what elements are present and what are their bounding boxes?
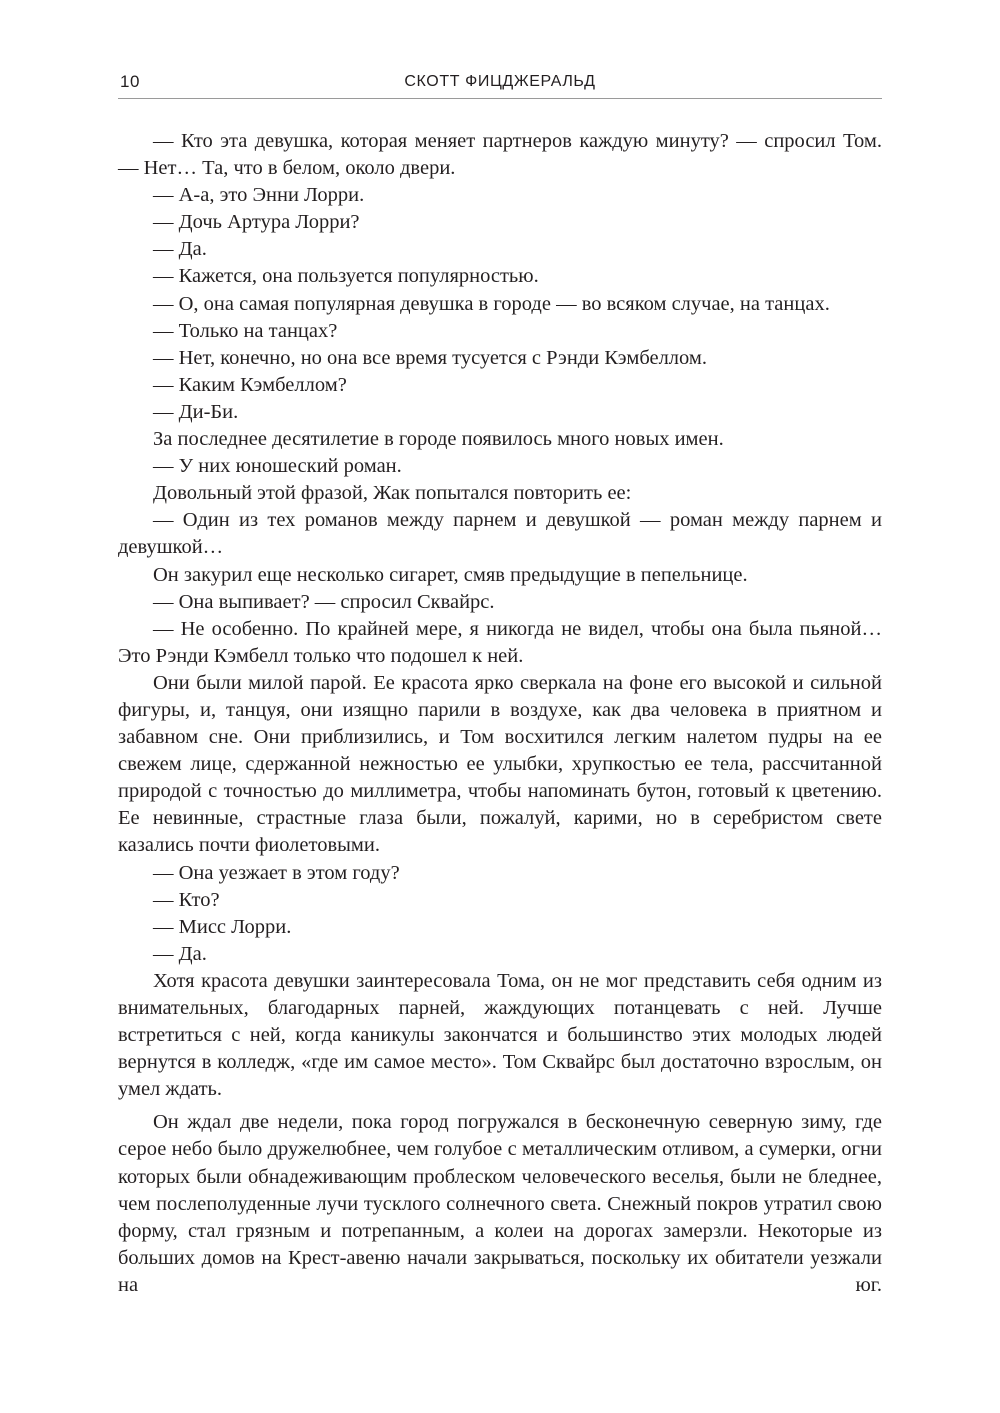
paragraph: Довольный этой фразой, Жак попытался повторить ее: [153,482,632,505]
paragraph: — Мисс Лорри. [153,915,292,938]
paragraph: — Не особенно. По крайней мере, я никогда не видел, чтобы она была пьяной… Это Рэнди Кэмбелл только что подошел к ней. [118,617,882,667]
paragraph: — О, она самая популярная девушка в городе — во всяком случае, на танцах. [153,292,830,315]
running-title: СКОТТ ФИЦДЖЕРАЛЬД [404,73,596,90]
running-header [118,72,882,99]
paragraph: Хотя красота девушки заинтересовала Тома, он не мог представить себя одним из внимательных, благодарных парней, жаждующих потанцевать с ней. Лучше встретиться с ней, когда каникулы закончатся и большинство этих молодых людей вернутся в колледж, «где им самое место». Том Сквайрс был достаточно взрослым, он умел ждать. [118,969,882,1101]
paragraph: — Она уезжает в этом году? [153,861,400,884]
paragraph: — Да. [153,942,207,965]
paragraph: — Ди-Би. [153,400,239,423]
paragraph: — А-а, это Энни Лорри. [153,184,365,207]
paragraph: — Кажется, она пользуется популярностью. [153,265,539,288]
paragraph: — Кто? [153,888,220,911]
paragraph: Он ждал две недели, пока город погружался в бесконечную северную зиму, где серое небо было дружелюбнее, чем голубое с металлическим отливом, а сумерки, огни которых были обнадеживающим проблеском человеческого веселья, были не бледнее, чем послеполуденные лучи тусклого солнечного света. Снежный покров утратил свою форму, стал грязным и потрепанным, а колеи на дорогах замерзли. Некоторые из больших домов на Крест-авеню начали закрываться, поскольку их обитатели уезжали на юг. [118,1111,882,1296]
body-text [118,128,882,1299]
paragraph: Он закурил еще несколько сигарет, смяв предыдущие в пепельнице. [153,563,748,586]
paragraph: — Она выпивает? — спросил Сквайрс. [153,590,495,613]
paragraph: — Один из тех романов между парнем и девушкой — роман между парнем и девушкой… [118,509,882,559]
paragraph: — У них юношеский роман. [153,455,402,478]
paragraph: Они были милой парой. Ее красота ярко сверкала на фоне его высокой и сильной фигуры, и, танцуя, они изящно парили в воздухе, как два человека в приятном и забавном сне. Они приблизились, и Том восхитился легким налетом пудры на ее свежем лице, сдержанной нежностью ее улыбки, хрупкостью ее тела, рассчитанной природой с точностью до миллиметра, чтобы напоминать бутон, готовый к цветению. Ее невинные, страстные глаза были, пожалуй, карими, но в серебристом свете казались почти фиолетовыми. [118,671,882,857]
paragraph: — Нет, конечно, но она все время тусуется с Рэнди Кэмбеллом. [153,346,707,369]
page-number: 10 [120,72,140,91]
paragraph: — Только на танцах? [153,319,338,342]
paragraph: — Да. [153,238,207,261]
paragraph: За последнее десятилетие в городе появилось много новых имен. [153,428,724,451]
paragraph: — Кто эта девушка, которая меняет партнеров каждую минуту? — спросил Том. — Нет… Та, что в белом, около двери. [118,130,882,180]
paragraph: — Каким Кэмбеллом? [153,373,347,396]
paragraph: — Дочь Артура Лорри? [153,211,360,234]
